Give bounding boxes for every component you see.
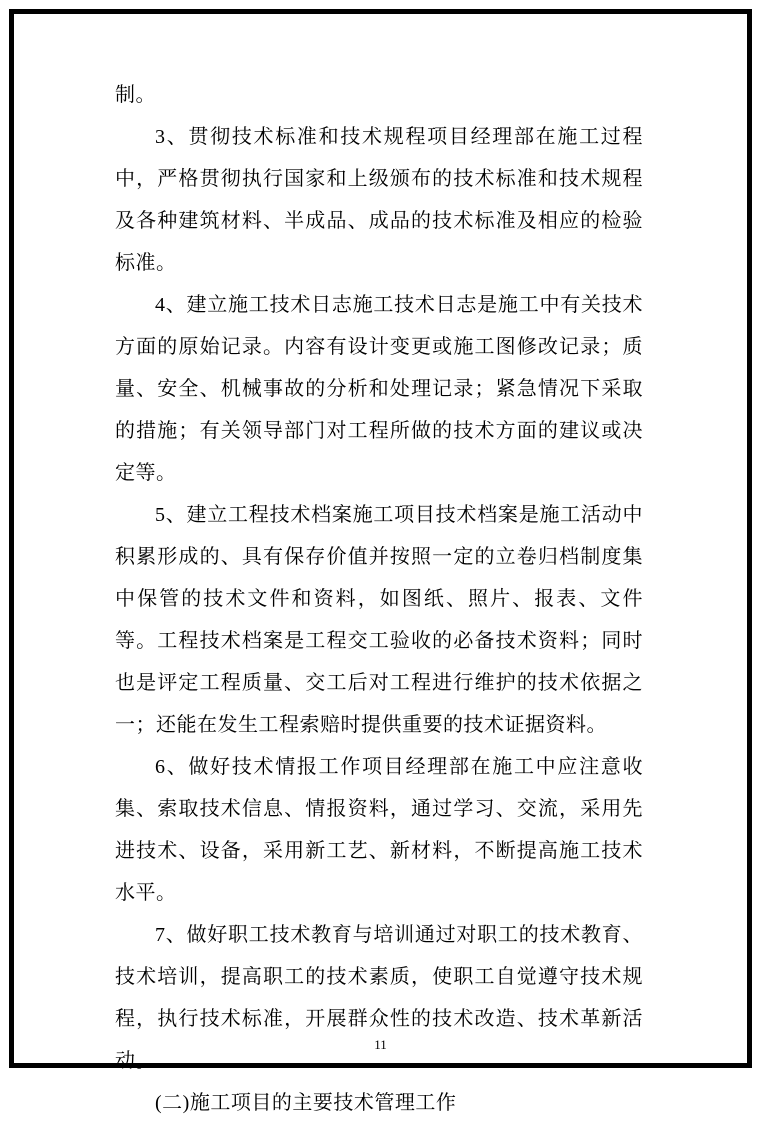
paragraph-item-6: 6、做好技术情报工作项目经理部在施工中应注意收集、索取技术信息、情报资料，通过学习、交流，采用先进技术、设备，采用新工艺、新材料，不断提高施工技术水平。 [115, 756, 643, 904]
page-number: 11 [374, 1037, 387, 1052]
paragraph-item-3: 3、贯彻技术标准和技术规程项目经理部在施工过程中，严格贯彻执行国家和上级颁布的技术标准和技术规程及各种建筑材料、半成品、成品的技术标准及相应的检验标准。 [115, 126, 643, 274]
document-body [115, 74, 643, 1124]
paragraph-section-heading: (二)施工项目的主要技术管理工作 [155, 1092, 457, 1114]
paragraph-item-5: 5、建立工程技术档案施工项目技术档案是施工活动中积累形成的、具有保存价值并按照一定的立卷归档制度集中保管的技术文件和资料，如图纸、照片、报表、文件等。工程技术档案是工程交工验收的必备技术资料；同时也是评定工程质量、交工后对工程进行维护的技术依据之一；还能在发生工程索赔时提供重要的技术证据资料。 [115, 504, 643, 736]
paragraph-continuation: 制。 [115, 84, 156, 106]
paragraph-item-7: 7、做好职工技术教育与培训通过对职工的技术教育、技术培训，提高职工的技术素质，使职工自觉遵守技术规程，执行技术标准，开展群众性的技术改造、技术革新活动。 [115, 924, 643, 1072]
paragraph-item-4: 4、建立施工技术日志施工技术日志是施工中有关技术方面的原始记录。内容有设计变更或施工图修改记录；质量、安全、机械事故的分析和处理记录；紧急情况下采取的措施；有关领导部门对工程所做的技术方面的建议或决定等。 [115, 294, 643, 484]
